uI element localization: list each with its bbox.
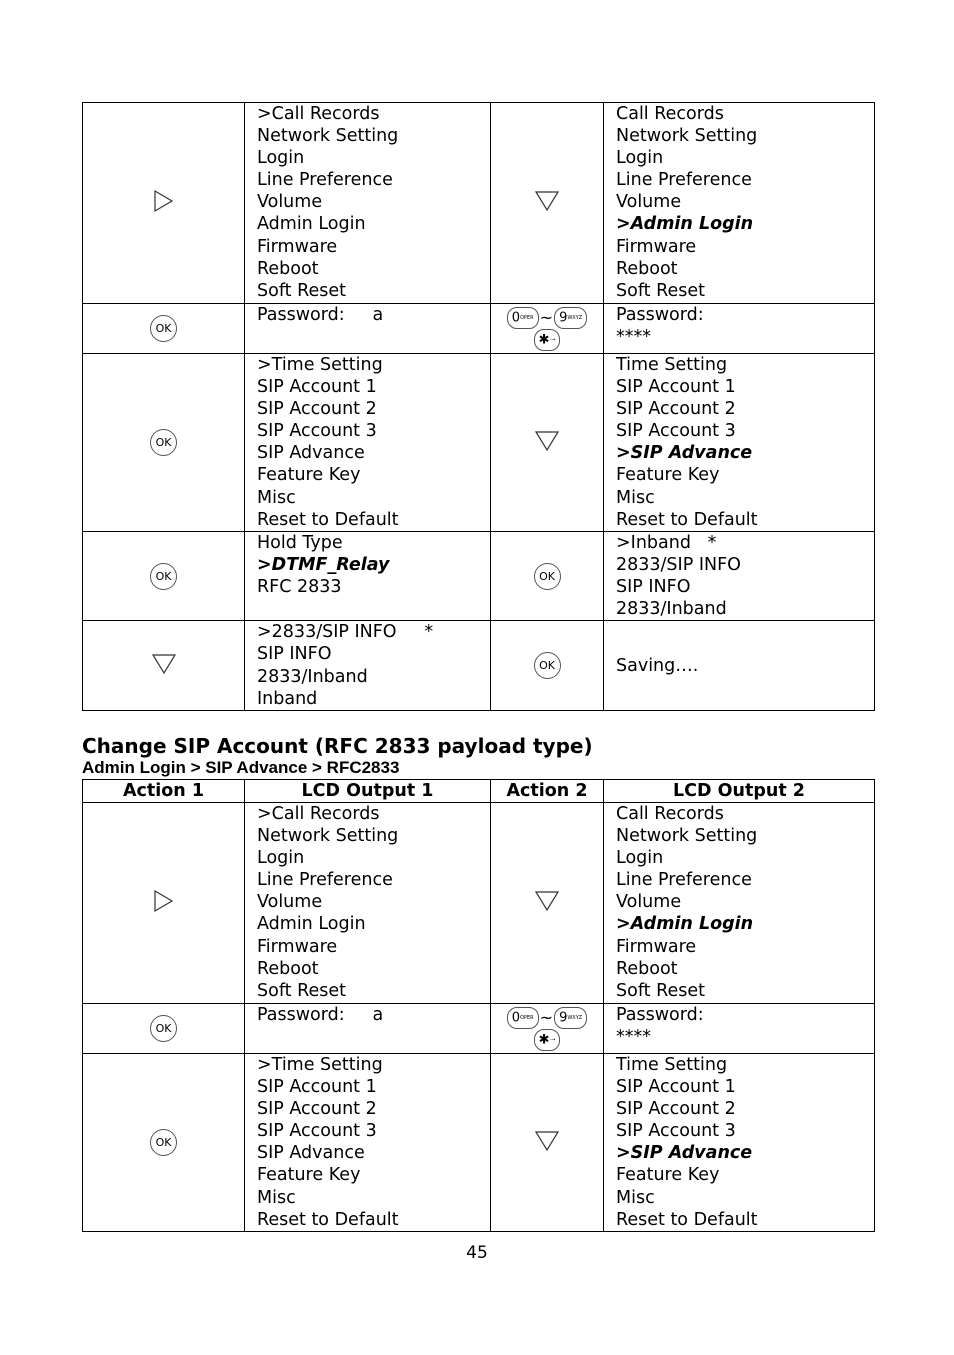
lcd-line: Volume bbox=[616, 192, 682, 213]
lcd-line: SIP Account 3 bbox=[257, 421, 377, 442]
lcd-line: SIP Account 1 bbox=[616, 1077, 736, 1098]
lcd-line: Feature Key bbox=[257, 465, 361, 486]
table-row bbox=[83, 1054, 875, 1232]
lcd-line: Admin Login bbox=[257, 914, 366, 935]
lcd-line: 2833/Inband bbox=[616, 599, 727, 620]
lcd-line: Firmware bbox=[616, 936, 697, 957]
right-arrow-icon bbox=[153, 889, 175, 913]
ok-key-icon: OK bbox=[150, 563, 177, 590]
lcd-line: Misc bbox=[616, 1187, 655, 1208]
action-2-cell bbox=[491, 803, 604, 1004]
lcd-line: Volume bbox=[257, 892, 323, 913]
lcd-line: Line Preference bbox=[616, 870, 752, 891]
down-arrow-icon bbox=[534, 430, 560, 452]
lcd-line: >Call Records bbox=[257, 104, 380, 124]
lcd-line: >Call Records bbox=[257, 804, 380, 824]
table-row bbox=[83, 304, 875, 354]
lcd-line: Reboot bbox=[257, 258, 319, 279]
lcd-line: Password: a bbox=[257, 305, 384, 325]
lcd-line: Network Setting bbox=[616, 826, 758, 847]
lcd-output-2-cell bbox=[604, 1054, 875, 1232]
lcd-line: SIP Account 2 bbox=[616, 1099, 736, 1120]
lcd-line: SIP INFO bbox=[257, 644, 332, 665]
down-arrow-icon bbox=[534, 1130, 560, 1152]
table-row bbox=[83, 1004, 875, 1054]
column-header-action-1: Action 1 bbox=[83, 780, 245, 803]
action-1-cell bbox=[83, 621, 245, 711]
action-1-cell bbox=[83, 354, 245, 532]
lcd-output-2-cell bbox=[604, 354, 875, 532]
action-2-cell bbox=[491, 1004, 604, 1054]
lcd-line: Login bbox=[257, 148, 305, 169]
action-2-cell bbox=[491, 103, 604, 304]
table-header bbox=[83, 780, 875, 803]
lcd-line: SIP Account 3 bbox=[616, 421, 736, 442]
table-1-body bbox=[83, 103, 875, 711]
lcd-line: SIP Account 2 bbox=[257, 1099, 377, 1120]
lcd-output-1-cell bbox=[245, 532, 491, 621]
lcd-line: Line Preference bbox=[257, 870, 393, 891]
lcd-line-highlighted: >Admin Login bbox=[616, 914, 754, 935]
lcd-line: Misc bbox=[257, 487, 296, 508]
lcd-line: SIP Account 1 bbox=[616, 377, 736, 398]
lcd-output-2-cell bbox=[604, 803, 875, 1004]
lcd-line: Network Setting bbox=[257, 126, 399, 147]
lcd-line: SIP Advance bbox=[257, 1143, 365, 1164]
table-2-body bbox=[83, 803, 875, 1232]
action-2-cell bbox=[491, 354, 604, 532]
ok-key-icon: OK bbox=[150, 1129, 177, 1156]
lcd-line: Feature Key bbox=[616, 465, 720, 486]
lcd-output-2-cell bbox=[604, 304, 875, 354]
lcd-line: Call Records bbox=[616, 104, 724, 124]
lcd-line: **** bbox=[616, 327, 651, 348]
lcd-line: Reset to Default bbox=[616, 1209, 758, 1230]
action-1-cell bbox=[83, 304, 245, 354]
lcd-line: SIP Account 1 bbox=[257, 1077, 377, 1098]
ok-key-icon: OK bbox=[534, 652, 561, 679]
range-tilde: ~ bbox=[539, 308, 554, 327]
lcd-line: SIP Account 2 bbox=[257, 399, 377, 420]
key-star-icon: ✱·→ bbox=[534, 329, 561, 351]
action-2-cell bbox=[491, 621, 604, 711]
lcd-line: 2833/Inband bbox=[257, 666, 368, 687]
lcd-line: Network Setting bbox=[257, 826, 399, 847]
lcd-line: SIP Account 2 bbox=[616, 399, 736, 420]
ok-key-icon: OK bbox=[534, 563, 561, 590]
lcd-output-1-cell bbox=[245, 354, 491, 532]
lcd-line: Time Setting bbox=[616, 355, 728, 375]
lcd-line: Reboot bbox=[616, 258, 678, 279]
lcd-line: RFC 2833 bbox=[257, 577, 342, 598]
action-1-cell bbox=[83, 103, 245, 304]
lcd-line: SIP Account 3 bbox=[616, 1121, 736, 1142]
action-2-cell bbox=[491, 532, 604, 621]
lcd-output-1-cell bbox=[245, 803, 491, 1004]
lcd-line: Line Preference bbox=[616, 170, 752, 191]
table-row bbox=[83, 103, 875, 304]
lcd-line: Misc bbox=[616, 487, 655, 508]
lcd-output-1-cell bbox=[245, 304, 491, 354]
key-0-icon: 0OPER bbox=[507, 1007, 539, 1029]
lcd-output-1-cell bbox=[245, 103, 491, 304]
keypad-keys-icon bbox=[507, 307, 587, 351]
lcd-line: Soft Reset bbox=[257, 980, 346, 1001]
lcd-output-1-cell bbox=[245, 1004, 491, 1054]
lcd-line: Admin Login bbox=[257, 214, 366, 235]
lcd-line: Firmware bbox=[257, 236, 338, 257]
lcd-line: Saving…. bbox=[616, 655, 699, 676]
lcd-line: Password: a bbox=[257, 1005, 384, 1025]
lcd-output-2-cell bbox=[604, 1004, 875, 1054]
lcd-line: Password: bbox=[616, 305, 704, 325]
lcd-line: Soft Reset bbox=[616, 280, 705, 301]
lcd-line: Firmware bbox=[616, 236, 697, 257]
ok-key-icon: OK bbox=[150, 429, 177, 456]
action-1-cell bbox=[83, 803, 245, 1004]
range-tilde: ~ bbox=[539, 1008, 554, 1027]
instruction-table-2 bbox=[82, 779, 875, 1232]
lcd-line: Login bbox=[616, 148, 664, 169]
lcd-line: Reset to Default bbox=[257, 1209, 399, 1230]
lcd-line-highlighted: >DTMF_Relay bbox=[257, 555, 390, 576]
lcd-line: Password: bbox=[616, 1005, 704, 1025]
action-1-cell bbox=[83, 1054, 245, 1232]
action-2-cell bbox=[491, 304, 604, 354]
page-number: 45 bbox=[466, 1243, 488, 1263]
header-row bbox=[83, 780, 875, 803]
action-2-cell bbox=[491, 1054, 604, 1232]
action-1-cell bbox=[83, 532, 245, 621]
lcd-line: Time Setting bbox=[616, 1055, 728, 1075]
lcd-line: >Inband * bbox=[616, 533, 717, 553]
digit-keys-row bbox=[507, 1007, 587, 1029]
lcd-line: SIP Account 3 bbox=[257, 1121, 377, 1142]
right-arrow-icon bbox=[153, 189, 175, 213]
key-star-icon: ✱·→ bbox=[534, 1029, 561, 1051]
lcd-line: Reset to Default bbox=[257, 509, 399, 530]
section-title: Change SIP Account (RFC 2833 payload type) bbox=[82, 734, 593, 758]
lcd-line: >2833/SIP INFO * bbox=[257, 622, 434, 643]
lcd-line: Misc bbox=[257, 1187, 296, 1208]
lcd-line: **** bbox=[616, 1027, 651, 1048]
lcd-line: Login bbox=[616, 848, 664, 869]
lcd-line: Line Preference bbox=[257, 170, 393, 191]
key-9-icon: 9WXYZ bbox=[554, 307, 587, 329]
digit-keys-row bbox=[507, 307, 587, 329]
lcd-line: Feature Key bbox=[257, 1165, 361, 1186]
lcd-line: Reboot bbox=[257, 958, 319, 979]
ok-key-icon: OK bbox=[150, 315, 177, 342]
lcd-line-highlighted: >Admin Login bbox=[616, 214, 754, 235]
instruction-table-1 bbox=[82, 102, 875, 711]
lcd-line: Feature Key bbox=[616, 1165, 720, 1186]
star-key-row bbox=[507, 1029, 587, 1051]
lcd-line: Firmware bbox=[257, 936, 338, 957]
lcd-line: Reboot bbox=[616, 958, 678, 979]
down-arrow-icon bbox=[151, 653, 177, 675]
lcd-line: 2833/SIP INFO bbox=[616, 555, 741, 576]
lcd-line: Inband bbox=[257, 688, 318, 709]
lcd-output-2-cell bbox=[604, 532, 875, 621]
keypad-keys-icon bbox=[507, 1007, 587, 1051]
key-0-icon: 0OPER bbox=[507, 307, 539, 329]
down-arrow-icon bbox=[534, 190, 560, 212]
lcd-line: >Time Setting bbox=[257, 355, 383, 375]
lcd-output-1-cell bbox=[245, 621, 491, 711]
lcd-output-2-cell bbox=[604, 103, 875, 304]
lcd-output-1-cell bbox=[245, 1054, 491, 1232]
lcd-line-highlighted: >SIP Advance bbox=[616, 1143, 753, 1164]
column-header-action-2: Action 2 bbox=[491, 780, 604, 803]
key-9-icon: 9WXYZ bbox=[554, 1007, 587, 1029]
column-header-lcd-output-2: LCD Output 2 bbox=[604, 780, 875, 803]
table-row bbox=[83, 532, 875, 621]
down-arrow-icon bbox=[534, 890, 560, 912]
lcd-line: Network Setting bbox=[616, 126, 758, 147]
table-row bbox=[83, 354, 875, 532]
star-key-row bbox=[507, 329, 587, 351]
breadcrumb: Admin Login > SIP Advance > RFC2833 bbox=[82, 758, 400, 777]
table-row bbox=[83, 803, 875, 1004]
lcd-line: Volume bbox=[616, 892, 682, 913]
lcd-line: >Time Setting bbox=[257, 1055, 383, 1075]
table-row bbox=[83, 621, 875, 711]
lcd-line: Login bbox=[257, 848, 305, 869]
lcd-line: SIP INFO bbox=[616, 577, 691, 598]
column-header-lcd-output-1: LCD Output 1 bbox=[245, 780, 491, 803]
lcd-output-2-cell bbox=[604, 621, 875, 711]
lcd-line: SIP Advance bbox=[257, 443, 365, 464]
lcd-line: Soft Reset bbox=[257, 280, 346, 301]
lcd-line: Volume bbox=[257, 192, 323, 213]
lcd-line: SIP Account 1 bbox=[257, 377, 377, 398]
lcd-line: Reset to Default bbox=[616, 509, 758, 530]
action-1-cell bbox=[83, 1004, 245, 1054]
lcd-line: Soft Reset bbox=[616, 980, 705, 1001]
ok-key-icon: OK bbox=[150, 1015, 177, 1042]
lcd-line-highlighted: >SIP Advance bbox=[616, 443, 753, 464]
lcd-line: Call Records bbox=[616, 804, 724, 824]
lcd-line: Hold Type bbox=[257, 533, 343, 553]
